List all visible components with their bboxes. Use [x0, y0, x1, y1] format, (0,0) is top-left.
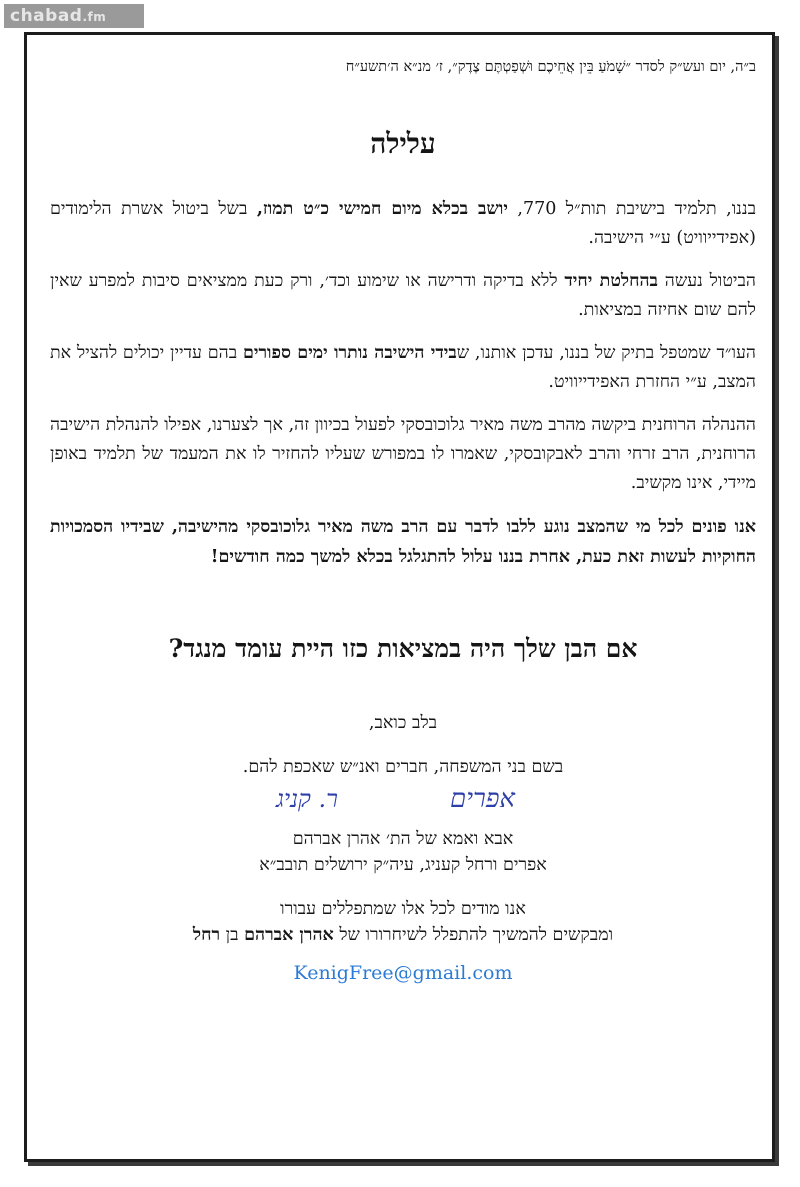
closing-parents: אבא ואמא של הת׳ אהרן אברהם — [292, 829, 514, 849]
paragraph-appeal: אנו פונים לכל מי שהמצב נוגע ללבו לדבר עם הרב משה מאיר גלוכובסקי מהישיבה, שבידיו הסמכויות החוקיות לעשות זאת כעת, אחרת בננו עלול להתגלגל בכלא למשך כמה חודשים! — [50, 517, 756, 567]
letter-title: עלילה — [370, 127, 436, 160]
closing-request: ומבקשים להמשיך להתפלל לשיחרורו של אהרן אברהם בן רחל — [192, 925, 614, 945]
closing-block — [50, 710, 756, 948]
paragraph-cancellation: הביטול נעשה בהחלטת יחיד ללא בדיקה ודרישה או שימוע וכד׳, ורק כעת ממציאים סיבות למפרע שאין להם שום אחיזה במציאות. — [50, 271, 756, 320]
signature-ephraim: אפרים — [450, 784, 516, 814]
central-question: אם הבן שלך היה במציאות כזו היית עומד מנגד? — [168, 634, 638, 663]
watermark-tld: .fm — [82, 10, 107, 24]
signature-rachel: ר. קניג — [276, 785, 338, 813]
closing-names: אפרים ורחל קעניג, עיה״ק ירושלים תובב״א — [259, 855, 547, 875]
watermark-brand: chabad — [10, 6, 83, 26]
dateline: ב״ה, יום ועש״ק לסדר ״שָׁמֹעַ בֵּין אֲחֵיכֶם וּשְׁפַטְתֶּם צֶדֶק״, ז׳ מנ״א ה׳תשע״ח — [345, 59, 756, 75]
few-days-highlight: בידי הישיבה נותרו ימים ספורים — [242, 343, 457, 363]
closing-heart: בלב כואב, — [368, 713, 438, 733]
paragraph-lawyer: העו״ד שמטפל בתיק של בננו, עדכן אותנו, שבידי הישיבה נותרו ימים ספורים בהם עדיין יכולים להציל את המצב, ע״י החזרת האפידייוויט. — [50, 343, 756, 392]
arrest-highlight: יושב בכלא מיום חמישי כ״ט תמוז, — [256, 199, 508, 219]
letter-content — [50, 55, 756, 984]
closing-on-behalf: בשם בני המשפחה, חברים ואנ״ש שאכפת להם. — [242, 757, 564, 777]
signatures — [50, 786, 756, 826]
closing-thanks: אנו מודים לכל אלו שמתפללים עבורו — [280, 899, 526, 919]
paragraph-leadership: ההנהלה הרוחנית ביקשה מהרב משה מאיר גלוכובסקי לפעול בכיוון זה, אך לצערנו, אפילו להנהלת הישיבה הרוחנית, הרב זרחי והרב לאבקובסקי, שאמרו לו במפורש שעליו להחזיר לו את המעמד של תלמיד באופן מיידי, אינו מקשיב. — [50, 415, 756, 493]
contact-email-link[interactable]: KenigFree@gmail.com — [293, 962, 513, 984]
paragraph-arrest: בננו, תלמיד בישיבת תות״ל 770, יושב בכלא מיום חמישי כ״ט תמוז, בשל ביטול אשרת הלימודים (אפידייוויט) ע״י הישיבה. — [50, 199, 756, 248]
chabad-fm-watermark — [4, 4, 144, 28]
sole-decision-highlight: בהחלטת יחיד — [564, 271, 658, 291]
